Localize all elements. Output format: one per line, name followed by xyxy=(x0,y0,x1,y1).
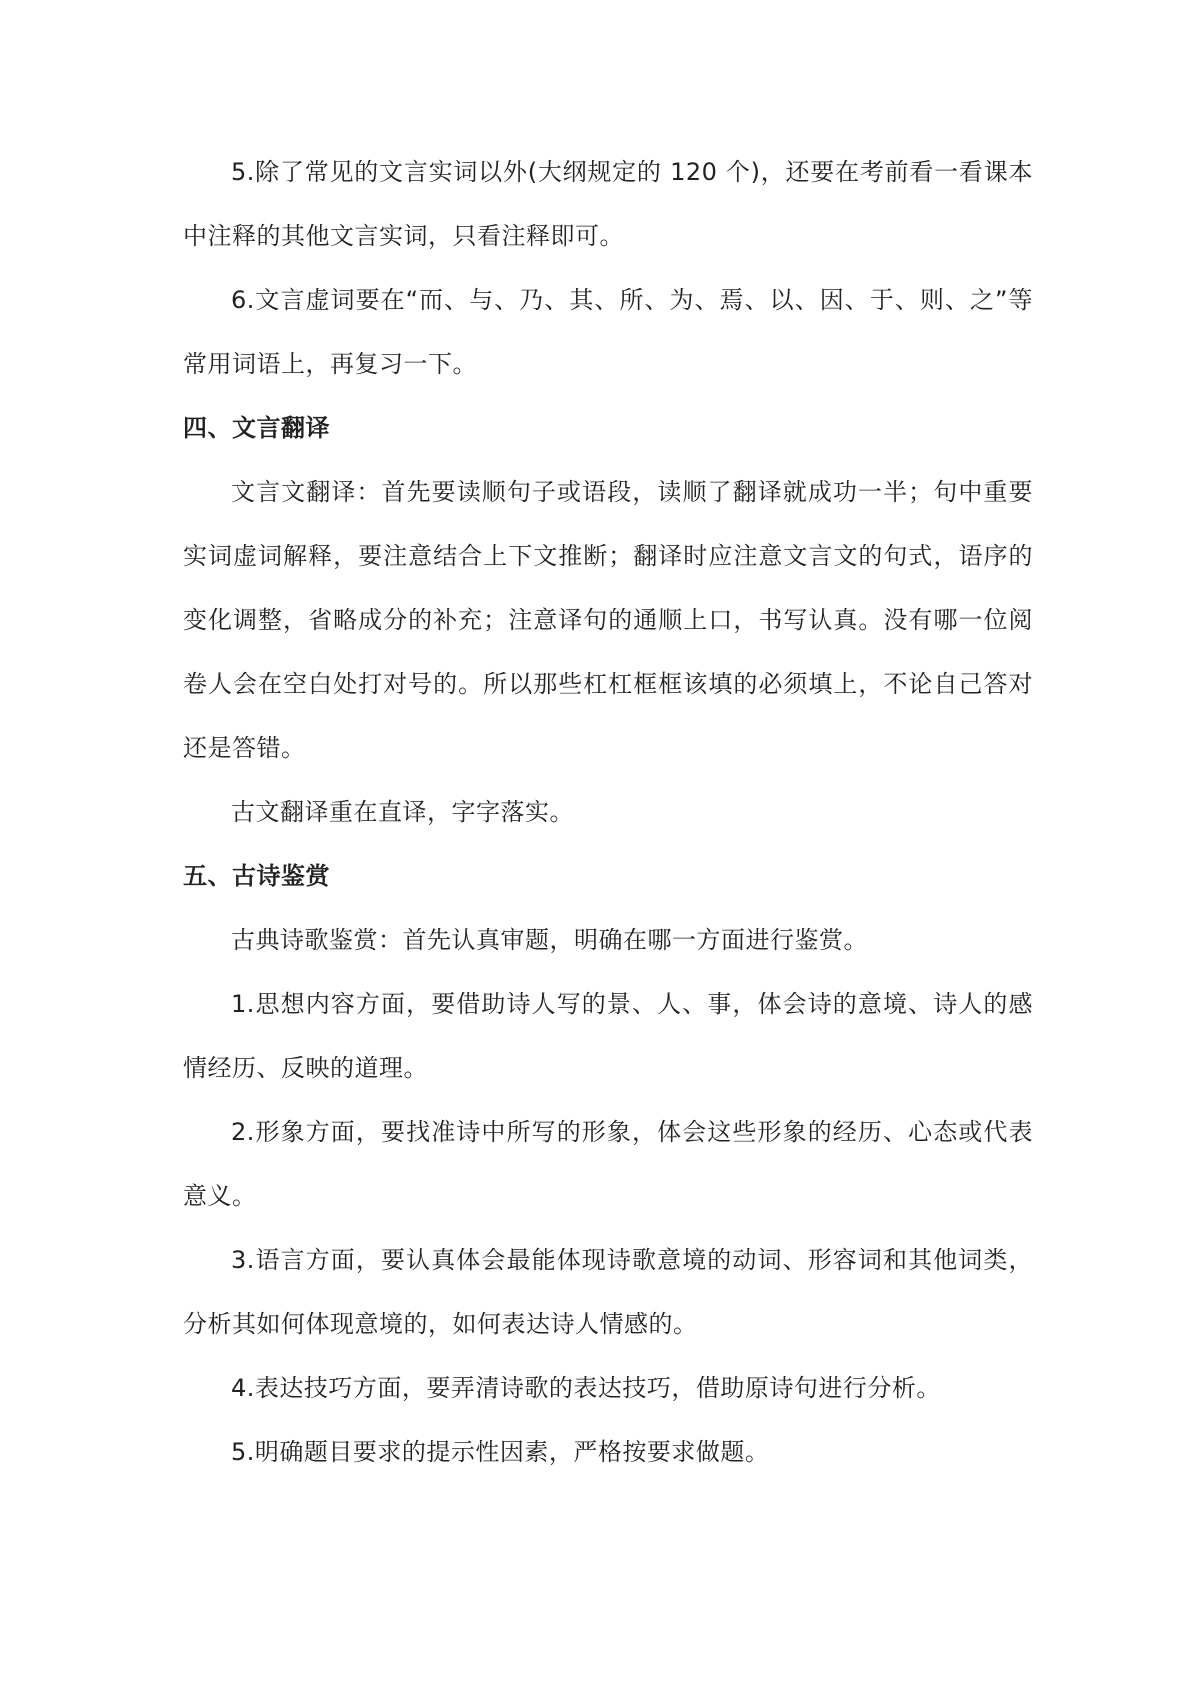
paragraph-poetry-intro: 古典诗歌鉴赏：首先认真审题，明确在哪一方面进行鉴赏。 xyxy=(231,926,868,954)
document-body xyxy=(183,140,1033,1484)
paragraph-poetry-item-5: 5.明确题目要求的提示性因素，严格按要求做题。 xyxy=(231,1438,770,1466)
paragraph-poetry-item-3: 3.语言方面，要认真体会最能体现诗歌意境的动词、形容词和其他词类，分析其如何体现意境的，如何表达诗人情感的。 xyxy=(183,1246,1033,1338)
paragraph-poetry-item-2: 2.形象方面，要找准诗中所写的形象，体会这些形象的经历、心态或代表意义。 xyxy=(183,1118,1033,1210)
paragraph-item-6-function-words: 6.文言虚词要在“而、与、乃、其、所、为、焉、以、因、于、则、之”等常用词语上，再复习一下。 xyxy=(183,286,1033,378)
paragraph-poetry-item-4: 4.表达技巧方面，要弄清诗歌的表达技巧，借助原诗句进行分析。 xyxy=(231,1374,941,1402)
paragraph-translation-method: 文言文翻译：首先要读顺句子或语段，读顺了翻译就成功一半；句中重要实词虚词解释，要注意结合上下文推断；翻译时应注意文言文的句式，语序的变化调整，省略成分的补充；注意译句的通顺上口，书写认真。没有哪一位阅卷人会在空白处打对号的。所以那些杠杠框框该填的必须填上，不论自己答对还是答错。 xyxy=(183,478,1033,762)
section-heading-poetry-appreciation: 五、古诗鉴赏 xyxy=(183,862,330,890)
section-heading-classical-translation: 四、文言翻译 xyxy=(183,414,330,442)
paragraph-translation-summary: 古文翻译重在直译，字字落实。 xyxy=(231,798,574,826)
paragraph-item-5-content-words: 5.除了常见的文言实词以外(大纲规定的 120 个)，还要在考前看一看课本中注释的其他文言实词，只看注释即可。 xyxy=(183,158,1033,250)
paragraph-poetry-item-1: 1.思想内容方面，要借助诗人写的景、人、事，体会诗的意境、诗人的感情经历、反映的道理。 xyxy=(183,990,1033,1082)
